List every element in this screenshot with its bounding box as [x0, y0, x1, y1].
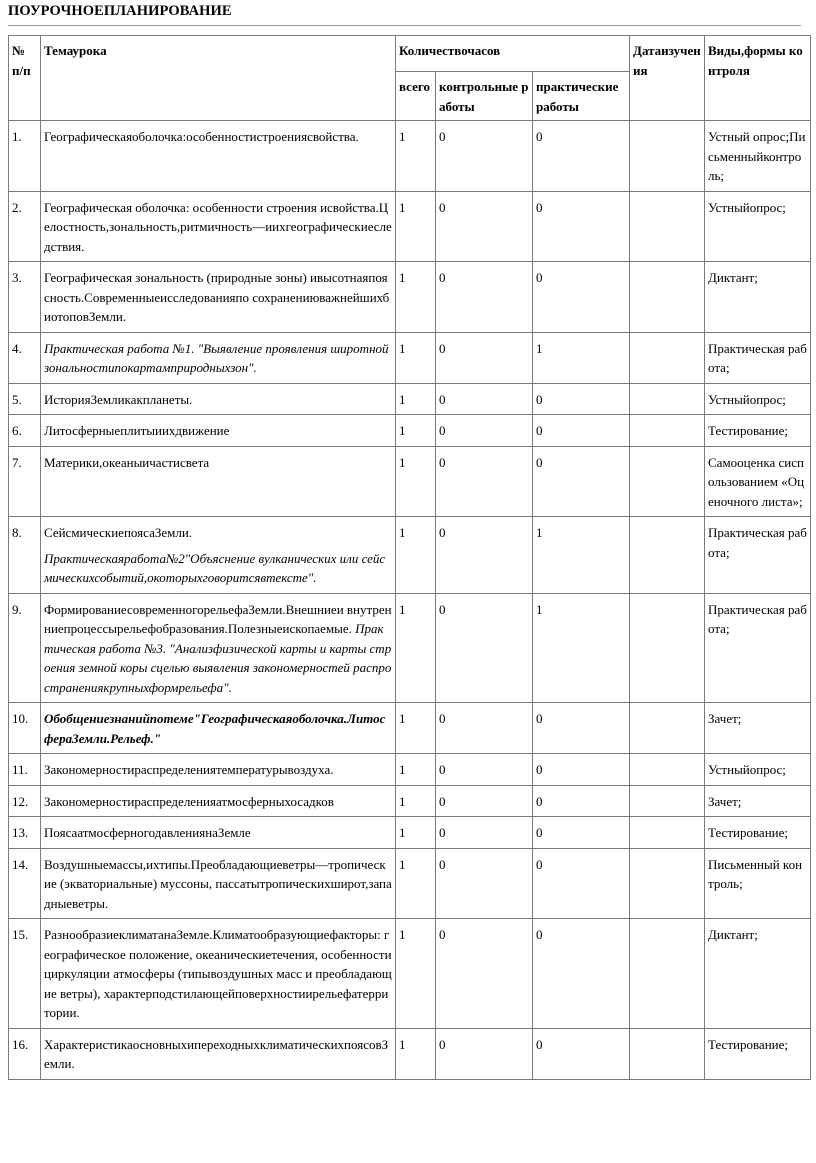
row-form: Практическая работа;: [705, 593, 811, 703]
row-form: Письменный контроль;: [705, 848, 811, 919]
row-num: 11.: [9, 754, 41, 786]
row-control: 0: [436, 919, 533, 1029]
row-total: 1: [396, 1028, 436, 1079]
row-topic: Практическая работа №1. "Выявление проявления широтнойзональностипокартамприродныхзон".: [41, 332, 396, 383]
lesson-plan-table: [8, 35, 811, 1080]
row-num: 12.: [9, 785, 41, 817]
row-practical: 0: [533, 754, 630, 786]
row-form: Диктант;: [705, 262, 811, 333]
row-topic: Литосферныеплитыиихдвижение: [41, 415, 396, 447]
row-total: 1: [396, 383, 436, 415]
header-control: контрольные работы: [436, 72, 533, 121]
row-total: 1: [396, 703, 436, 754]
row-date: [630, 383, 705, 415]
title-divider: [8, 25, 801, 26]
row-control: 0: [436, 121, 533, 192]
row-control: 0: [436, 593, 533, 703]
table-row: [9, 415, 811, 447]
row-total: 1: [396, 817, 436, 849]
row-num: 4.: [9, 332, 41, 383]
row-practical: 1: [533, 332, 630, 383]
row-practical: 1: [533, 517, 630, 594]
row-topic: Материки,океаныичастисвета: [41, 446, 396, 517]
row-num: 6.: [9, 415, 41, 447]
row-num: 10.: [9, 703, 41, 754]
row-form: Устныйопрос;: [705, 383, 811, 415]
table-row: [9, 785, 811, 817]
row-topic: СейсмическиепоясаЗемли.: [44, 525, 193, 540]
table-row: [9, 593, 811, 703]
row-topic: Географическая оболочка: особенности строения исвойства.Целостность,зональность,ритмичность—иихгеографическиеследствия.: [41, 191, 396, 262]
row-num: 15.: [9, 919, 41, 1029]
row-total: 1: [396, 262, 436, 333]
row-num: 5.: [9, 383, 41, 415]
row-num: 2.: [9, 191, 41, 262]
row-control: 0: [436, 703, 533, 754]
header-forms: Виды,формы контроля: [705, 36, 811, 121]
row-topic-cell: [41, 517, 396, 594]
row-practical: 0: [533, 191, 630, 262]
table-row: [9, 383, 811, 415]
row-topic: ПоясаатмосферногодавлениянаЗемле: [41, 817, 396, 849]
table-row: [9, 191, 811, 262]
row-control: 0: [436, 332, 533, 383]
row-topic: Географическаяоболочка:особенностистроениясвойства.: [41, 121, 396, 192]
table-row: [9, 121, 811, 192]
row-num: 8.: [9, 517, 41, 594]
row-topic: Воздушныемассы,ихтипы.Преобладающиеветры—тропические (экваториальные) муссоны, пассатытропическихширот,западныеветры.: [41, 848, 396, 919]
row-total: 1: [396, 919, 436, 1029]
row-form: Устныйопрос;: [705, 754, 811, 786]
row-date: [630, 817, 705, 849]
row-total: 1: [396, 848, 436, 919]
row-total: 1: [396, 121, 436, 192]
row-total: 1: [396, 191, 436, 262]
row-date: [630, 121, 705, 192]
table-row: [9, 848, 811, 919]
row-total: 1: [396, 785, 436, 817]
row-practical: 0: [533, 919, 630, 1029]
row-form: Диктант;: [705, 919, 811, 1029]
row-practical: 0: [533, 415, 630, 447]
row-control: 0: [436, 517, 533, 594]
header-topic: Темаурока: [41, 36, 396, 121]
row-form: Зачет;: [705, 785, 811, 817]
row-form: Зачет;: [705, 703, 811, 754]
row-topic-practical: Практическаяработа№2"Объяснение вулканических или сейсмическихсобытий,окоторыхговоритсявтексте".: [44, 550, 386, 585]
header-total: всего: [396, 72, 436, 121]
row-date: [630, 517, 705, 594]
row-date: [630, 415, 705, 447]
row-practical: 1: [533, 593, 630, 703]
row-topic-practical: Практическая работа №3. "Анализфизической карты и карты строения земной коры сцелью выявления закономерностей распространениякрупныхформрельефа".: [44, 621, 392, 695]
header-hours: Количествочасов: [396, 36, 630, 72]
row-date: [630, 262, 705, 333]
row-form: Практическая работа;: [705, 517, 811, 594]
row-practical: 0: [533, 383, 630, 415]
header-date: Датаизучения: [630, 36, 705, 121]
row-date: [630, 785, 705, 817]
row-practical: 0: [533, 848, 630, 919]
row-num: 9.: [9, 593, 41, 703]
table-row: [9, 919, 811, 1029]
row-control: 0: [436, 754, 533, 786]
row-control: 0: [436, 262, 533, 333]
table-row: [9, 754, 811, 786]
row-control: 0: [436, 785, 533, 817]
row-num: 7.: [9, 446, 41, 517]
row-form: Практическая работа;: [705, 332, 811, 383]
row-form: Устныйопрос;: [705, 191, 811, 262]
row-form: Тестирование;: [705, 415, 811, 447]
row-form: Устный опрос;Письменныйконтроль;: [705, 121, 811, 192]
row-date: [630, 1028, 705, 1079]
header-row: [9, 36, 811, 72]
row-date: [630, 919, 705, 1029]
row-date: [630, 703, 705, 754]
row-total: 1: [396, 332, 436, 383]
table-row: [9, 817, 811, 849]
row-control: 0: [436, 383, 533, 415]
row-date: [630, 848, 705, 919]
row-topic: ХарактеристикаосновныхипереходныхклиматическихпоясовЗемли.: [41, 1028, 396, 1079]
row-topic: Географическая зональность (природные зоны) ивысотнаяпоясность.Современныеисследованияпо сохранениюважнейшихбиотоповЗемли.: [41, 262, 396, 333]
row-total: 1: [396, 446, 436, 517]
row-practical: 0: [533, 446, 630, 517]
row-date: [630, 332, 705, 383]
row-practical: 0: [533, 121, 630, 192]
row-num: 13.: [9, 817, 41, 849]
row-practical: 0: [533, 703, 630, 754]
table-row: [9, 262, 811, 333]
row-total: 1: [396, 593, 436, 703]
header-practical: практические работы: [533, 72, 630, 121]
row-control: 0: [436, 848, 533, 919]
row-practical: 0: [533, 785, 630, 817]
row-practical: 0: [533, 1028, 630, 1079]
row-num: 16.: [9, 1028, 41, 1079]
row-topic: Закономерностираспределенияатмосферныхосадков: [41, 785, 396, 817]
row-topic-cell: [41, 593, 396, 703]
row-total: 1: [396, 415, 436, 447]
row-control: 0: [436, 415, 533, 447]
row-num: 14.: [9, 848, 41, 919]
row-date: [630, 191, 705, 262]
row-date: [630, 593, 705, 703]
row-control: 0: [436, 817, 533, 849]
row-form: Тестирование;: [705, 817, 811, 849]
row-practical: 0: [533, 262, 630, 333]
table-row: [9, 332, 811, 383]
row-control: 0: [436, 446, 533, 517]
table-row: [9, 446, 811, 517]
row-control: 0: [436, 191, 533, 262]
table-row: [9, 1028, 811, 1079]
row-date: [630, 754, 705, 786]
row-total: 1: [396, 517, 436, 594]
row-form: Тестирование;: [705, 1028, 811, 1079]
row-topic: РазнообразиеклиматанаЗемле.Климатообразующиефакторы: географическое положение, океаническиетечения, особенности циркуляции атмосферы (типывоздушных масс и преобладающие ветры), характерподстилающейповерхностиирельефатерритории.: [41, 919, 396, 1029]
row-total: 1: [396, 754, 436, 786]
table-row: [9, 703, 811, 754]
row-practical: 0: [533, 817, 630, 849]
row-num: 1.: [9, 121, 41, 192]
row-num: 3.: [9, 262, 41, 333]
row-topic: ИсторияЗемликакпланеты.: [41, 383, 396, 415]
header-num: № п/п: [9, 36, 41, 121]
row-topic: Обобщениезнанийпотеме"Географическаяоболочка.ЛитосфераЗемли.Рельеф.": [41, 703, 396, 754]
row-date: [630, 446, 705, 517]
row-form: Самооценка сиспользованием «Оценочного листа»;: [705, 446, 811, 517]
row-topic: Закономерностираспределениятемпературывоздуха.: [41, 754, 396, 786]
page-title: ПОУРОЧНОЕПЛАНИРОВАНИЕ: [8, 3, 232, 19]
row-control: 0: [436, 1028, 533, 1079]
table-row: [9, 517, 811, 594]
row-topic: ФормированиесовременногорельефаЗемли.Внешниеи внутренниепроцессырельефобразования.Полезныеископаемые.: [44, 601, 392, 636]
